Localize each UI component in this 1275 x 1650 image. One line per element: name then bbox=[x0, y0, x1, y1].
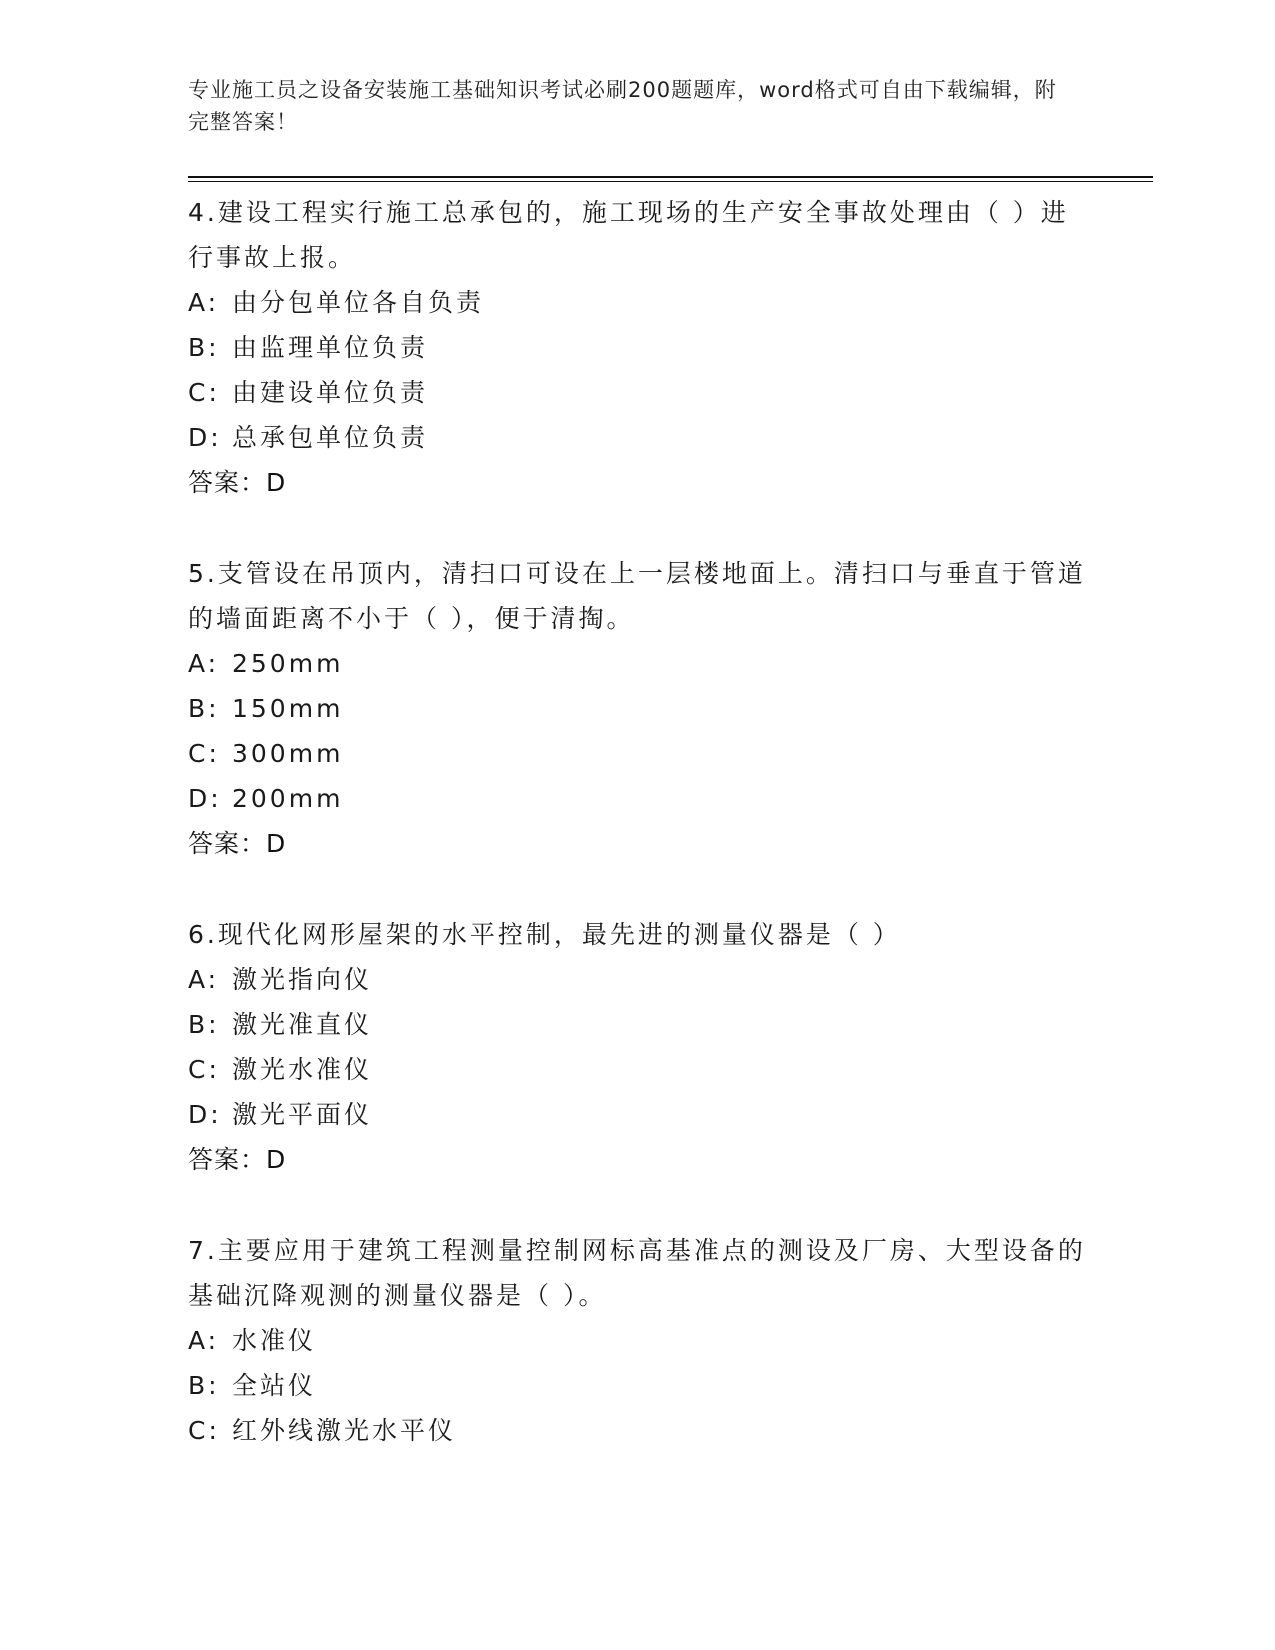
option-text: 全站仪 bbox=[232, 1371, 317, 1400]
option-text: 300mm bbox=[232, 739, 344, 768]
option-text: 250mm bbox=[232, 649, 344, 678]
option-c bbox=[188, 1047, 1088, 1092]
question-text: 7.主要应用于建筑工程测量控制网标高基准点的测设及厂房、大型设备的基础沉降观测的测量仪器是（ ）。 bbox=[188, 1236, 1086, 1310]
option-text: 由分包单位各自负责 bbox=[232, 288, 485, 317]
option-letter: A: bbox=[188, 1326, 220, 1355]
question-5 bbox=[188, 551, 1088, 866]
option-d bbox=[188, 1092, 1088, 1137]
option-letter: D: bbox=[188, 1100, 222, 1129]
answer-text: 答案：D bbox=[188, 829, 287, 858]
option-a bbox=[188, 957, 1088, 1002]
option-a bbox=[188, 641, 1088, 686]
option-text: 150mm bbox=[232, 694, 344, 723]
question-text: 4.建设工程实行施工总承包的，施工现场的生产安全事故处理由（ ）进行事故上报。 bbox=[188, 198, 1069, 272]
header-rule-thick bbox=[188, 176, 1153, 178]
option-letter: B: bbox=[188, 333, 220, 362]
question-6 bbox=[188, 912, 1088, 1182]
page-header: 专业施工员之设备安装施工基础知识考试必刷200题题库，word格式可自由下载编辑，附完整答案！ bbox=[188, 78, 1057, 134]
question-4 bbox=[188, 190, 1088, 505]
option-letter: C: bbox=[188, 1055, 220, 1084]
option-text: 200mm bbox=[232, 784, 344, 813]
option-text: 由建设单位负责 bbox=[232, 378, 429, 407]
option-text: 激光指向仪 bbox=[232, 965, 373, 994]
option-letter: C: bbox=[188, 1416, 220, 1445]
option-text: 水准仪 bbox=[232, 1326, 317, 1355]
option-a bbox=[188, 280, 1088, 325]
header-rule-thin bbox=[188, 181, 1153, 182]
option-b bbox=[188, 325, 1088, 370]
option-letter: A: bbox=[188, 288, 220, 317]
option-c bbox=[188, 370, 1088, 415]
option-text: 激光水准仪 bbox=[232, 1055, 373, 1084]
option-letter: B: bbox=[188, 694, 220, 723]
question-7 bbox=[188, 1228, 1088, 1453]
option-letter: A: bbox=[188, 649, 220, 678]
option-letter: C: bbox=[188, 739, 220, 768]
option-b bbox=[188, 1363, 1088, 1408]
option-letter: B: bbox=[188, 1371, 220, 1400]
option-c bbox=[188, 1408, 1088, 1453]
option-letter: A: bbox=[188, 965, 220, 994]
option-text: 激光平面仪 bbox=[232, 1100, 373, 1129]
question-text: 5.支管设在吊顶内，清扫口可设在上一层楼地面上。清扫口与垂直于管道的墙面距离不小于（ ），便于清掏。 bbox=[188, 559, 1086, 633]
option-d bbox=[188, 776, 1088, 821]
option-b bbox=[188, 686, 1088, 731]
option-letter: D: bbox=[188, 784, 222, 813]
answer-text: 答案：D bbox=[188, 468, 287, 497]
option-text: 总承包单位负责 bbox=[232, 423, 429, 452]
answer-text: 答案：D bbox=[188, 1145, 287, 1174]
option-text: 激光准直仪 bbox=[232, 1010, 373, 1039]
option-letter: D: bbox=[188, 423, 222, 452]
option-letter: B: bbox=[188, 1010, 220, 1039]
option-b bbox=[188, 1002, 1088, 1047]
option-text: 红外线激光水平仪 bbox=[232, 1416, 457, 1445]
option-a bbox=[188, 1318, 1088, 1363]
question-list bbox=[188, 190, 1088, 1499]
option-d bbox=[188, 415, 1088, 460]
option-c bbox=[188, 731, 1088, 776]
option-text: 由监理单位负责 bbox=[232, 333, 429, 362]
question-text: 6.现代化网形屋架的水平控制，最先进的测量仪器是（ ） bbox=[188, 920, 901, 949]
option-letter: C: bbox=[188, 378, 220, 407]
